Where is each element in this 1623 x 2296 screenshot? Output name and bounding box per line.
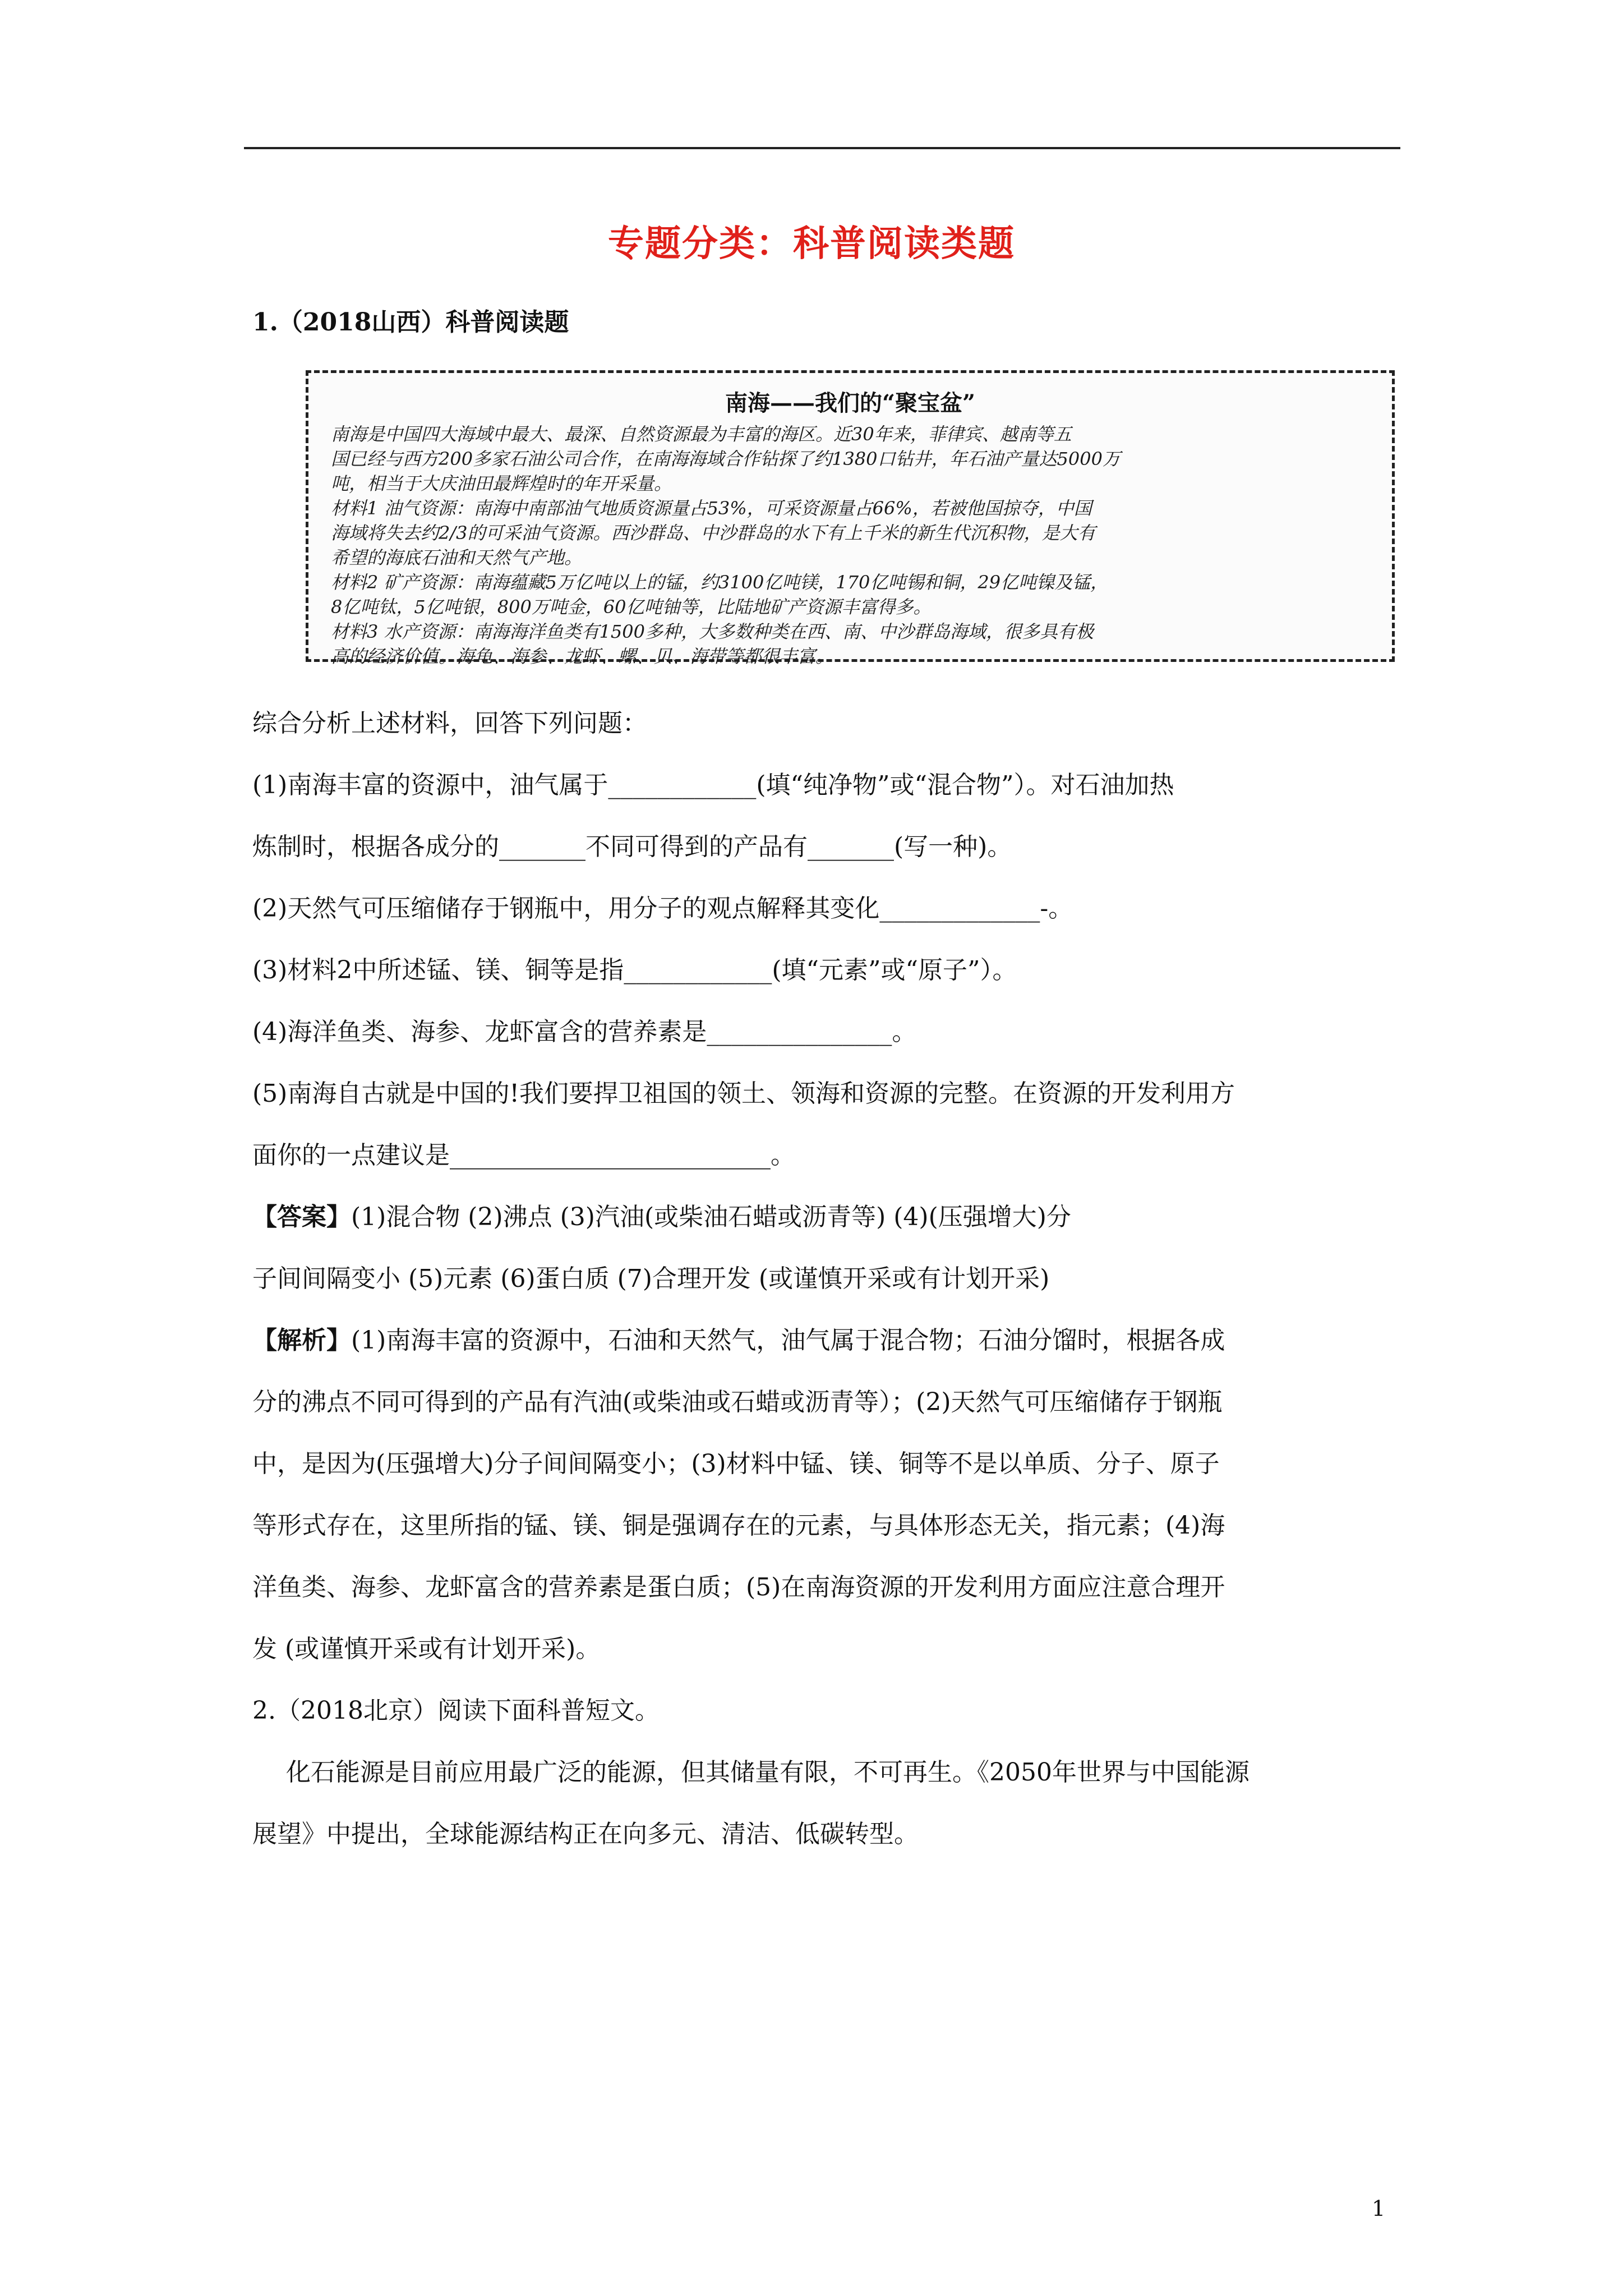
page-number: 1 bbox=[1372, 2196, 1386, 2221]
material-line: 海域将失去约2/3的可采油气资源。西沙群岛、中沙群岛的水下有上千米的新生代沉积物，是大有 bbox=[331, 522, 1096, 544]
question-item: 炼制时，根据各成分的_______不同可得到的产品有_______(写一种)。 bbox=[252, 832, 1012, 861]
material-line: 材料3 水产资源：南海海洋鱼类有1500多种，大多数种类在西、南、中沙群岛海域，很多具有极 bbox=[331, 621, 1094, 642]
question-item: (4)海洋鱼类、海参、龙虾富含的营养素是_______________。 bbox=[252, 1018, 917, 1046]
analysis-text: (1)南海丰富的资源中，石油和天然气，油气属于混合物；石油分馏时，根据各成 bbox=[351, 1326, 1225, 1355]
page-title: 专题分类：科普阅读类题 bbox=[608, 223, 1015, 265]
analysis-line: 中，是因为(压强增大)分子间间隔变小；(3)材料中锰、镁、铜等不是以单质、分子、原子 bbox=[252, 1450, 1220, 1478]
question-item: (1)南海丰富的资源中，油气属于____________(填“纯净物”或“混合物”）。对石油加热 bbox=[252, 771, 1174, 799]
analysis-line bbox=[252, 1325, 1402, 1356]
question-2-heading: 2.（2018北京）阅读下面科普短文。 bbox=[252, 1696, 660, 1725]
question-item: (3)材料2中所述锰、镁、铜等是指____________(填“元素”或“原子”）。 bbox=[252, 956, 1017, 984]
analysis-line: 洋鱼类、海参、龙虾富含的营养素是蛋白质；(5)在南海资源的开发利用方面应注意合理开 bbox=[252, 1573, 1225, 1602]
question-item: (2)天然气可压缩储存于钢瓶中，用分子的观点解释其变化_____________-。 bbox=[252, 894, 1073, 923]
answer-label: 【答案】 bbox=[252, 1203, 351, 1231]
material-line: 南海是中国四大海域中最大、最深、自然资源最为丰富的海区。近30年来，菲律宾、越南等五 bbox=[331, 424, 1072, 445]
question-1-intro: 综合分析上述材料，回答下列问题： bbox=[252, 709, 647, 738]
answer-line: 子间间隔变小 (5)元素 (6)蛋白质 (7)合理开发 (或谨慎开采或有计划开采) bbox=[252, 1264, 1050, 1293]
material-line: 高的经济价值。海龟、海参、龙虾、螺、贝、海带等都很丰富。 bbox=[331, 646, 834, 667]
question-2-body-line: 展望》中提出，全球能源结构正在向多元、清洁、低碳转型。 bbox=[252, 1820, 919, 1848]
question-item: (5)南海自古就是中国的!我们要捍卫祖国的领土、领海和资源的完整。在资源的开发利用方 bbox=[252, 1079, 1235, 1108]
header-rule bbox=[244, 147, 1400, 149]
answer-line bbox=[252, 1202, 1402, 1233]
material-line: 8亿吨钛，5亿吨银，800万吨金，60亿吨铀等，比陆地矿产资源丰富得多。 bbox=[331, 596, 932, 618]
analysis-line: 等形式存在，这里所指的锰、镁、铜是强调存在的元素，与具体形态无关，指元素；(4)海 bbox=[252, 1511, 1225, 1540]
analysis-line: 分的沸点不同可得到的产品有汽油(或柴油或石蜡或沥青等）；(2)天然气可压缩储存于钢瓶 bbox=[252, 1388, 1223, 1416]
material-box bbox=[306, 370, 1395, 667]
material-line: 国已经与西方200多家石油公司合作，在南海海域合作钻探了约1380口钻井，年石油产量达5000万 bbox=[331, 448, 1121, 470]
analysis-label: 【解析】 bbox=[252, 1326, 351, 1355]
material-line: 材料1 油气资源：南海中南部油气地质资源量占53%，可采资源量占66%，若被他国掠夺，中国 bbox=[331, 498, 1092, 519]
question-1-heading: 1.（2018山西）科普阅读题 bbox=[252, 308, 569, 337]
question-2-body-line: 化石能源是目前应用最广泛的能源，但其储量有限，不可再生。《2050年世界与中国能源 bbox=[286, 1758, 1249, 1787]
material-line: 材料2 矿产资源：南海蕴藏5万亿吨以上的锰，约3100亿吨镁，170亿吨锡和铜，29亿吨镍及锰， bbox=[331, 572, 1109, 593]
material-line: 希望的海底石油和天然气产地。 bbox=[331, 547, 583, 568]
material-line: 吨，相当于大庆油田最辉煌时的年开采量。 bbox=[331, 473, 672, 494]
analysis-line: 发 (或谨慎开采或有计划开采)。 bbox=[252, 1635, 601, 1663]
answer-text: (1)混合物 (2)沸点 (3)汽油(或柴油石蜡或沥青等) (4)(压强增大)分 bbox=[351, 1203, 1071, 1231]
question-item: 面你的一点建议是__________________________。 bbox=[252, 1141, 795, 1170]
material-title: 南海——我们的“聚宝盆” bbox=[725, 390, 975, 416]
